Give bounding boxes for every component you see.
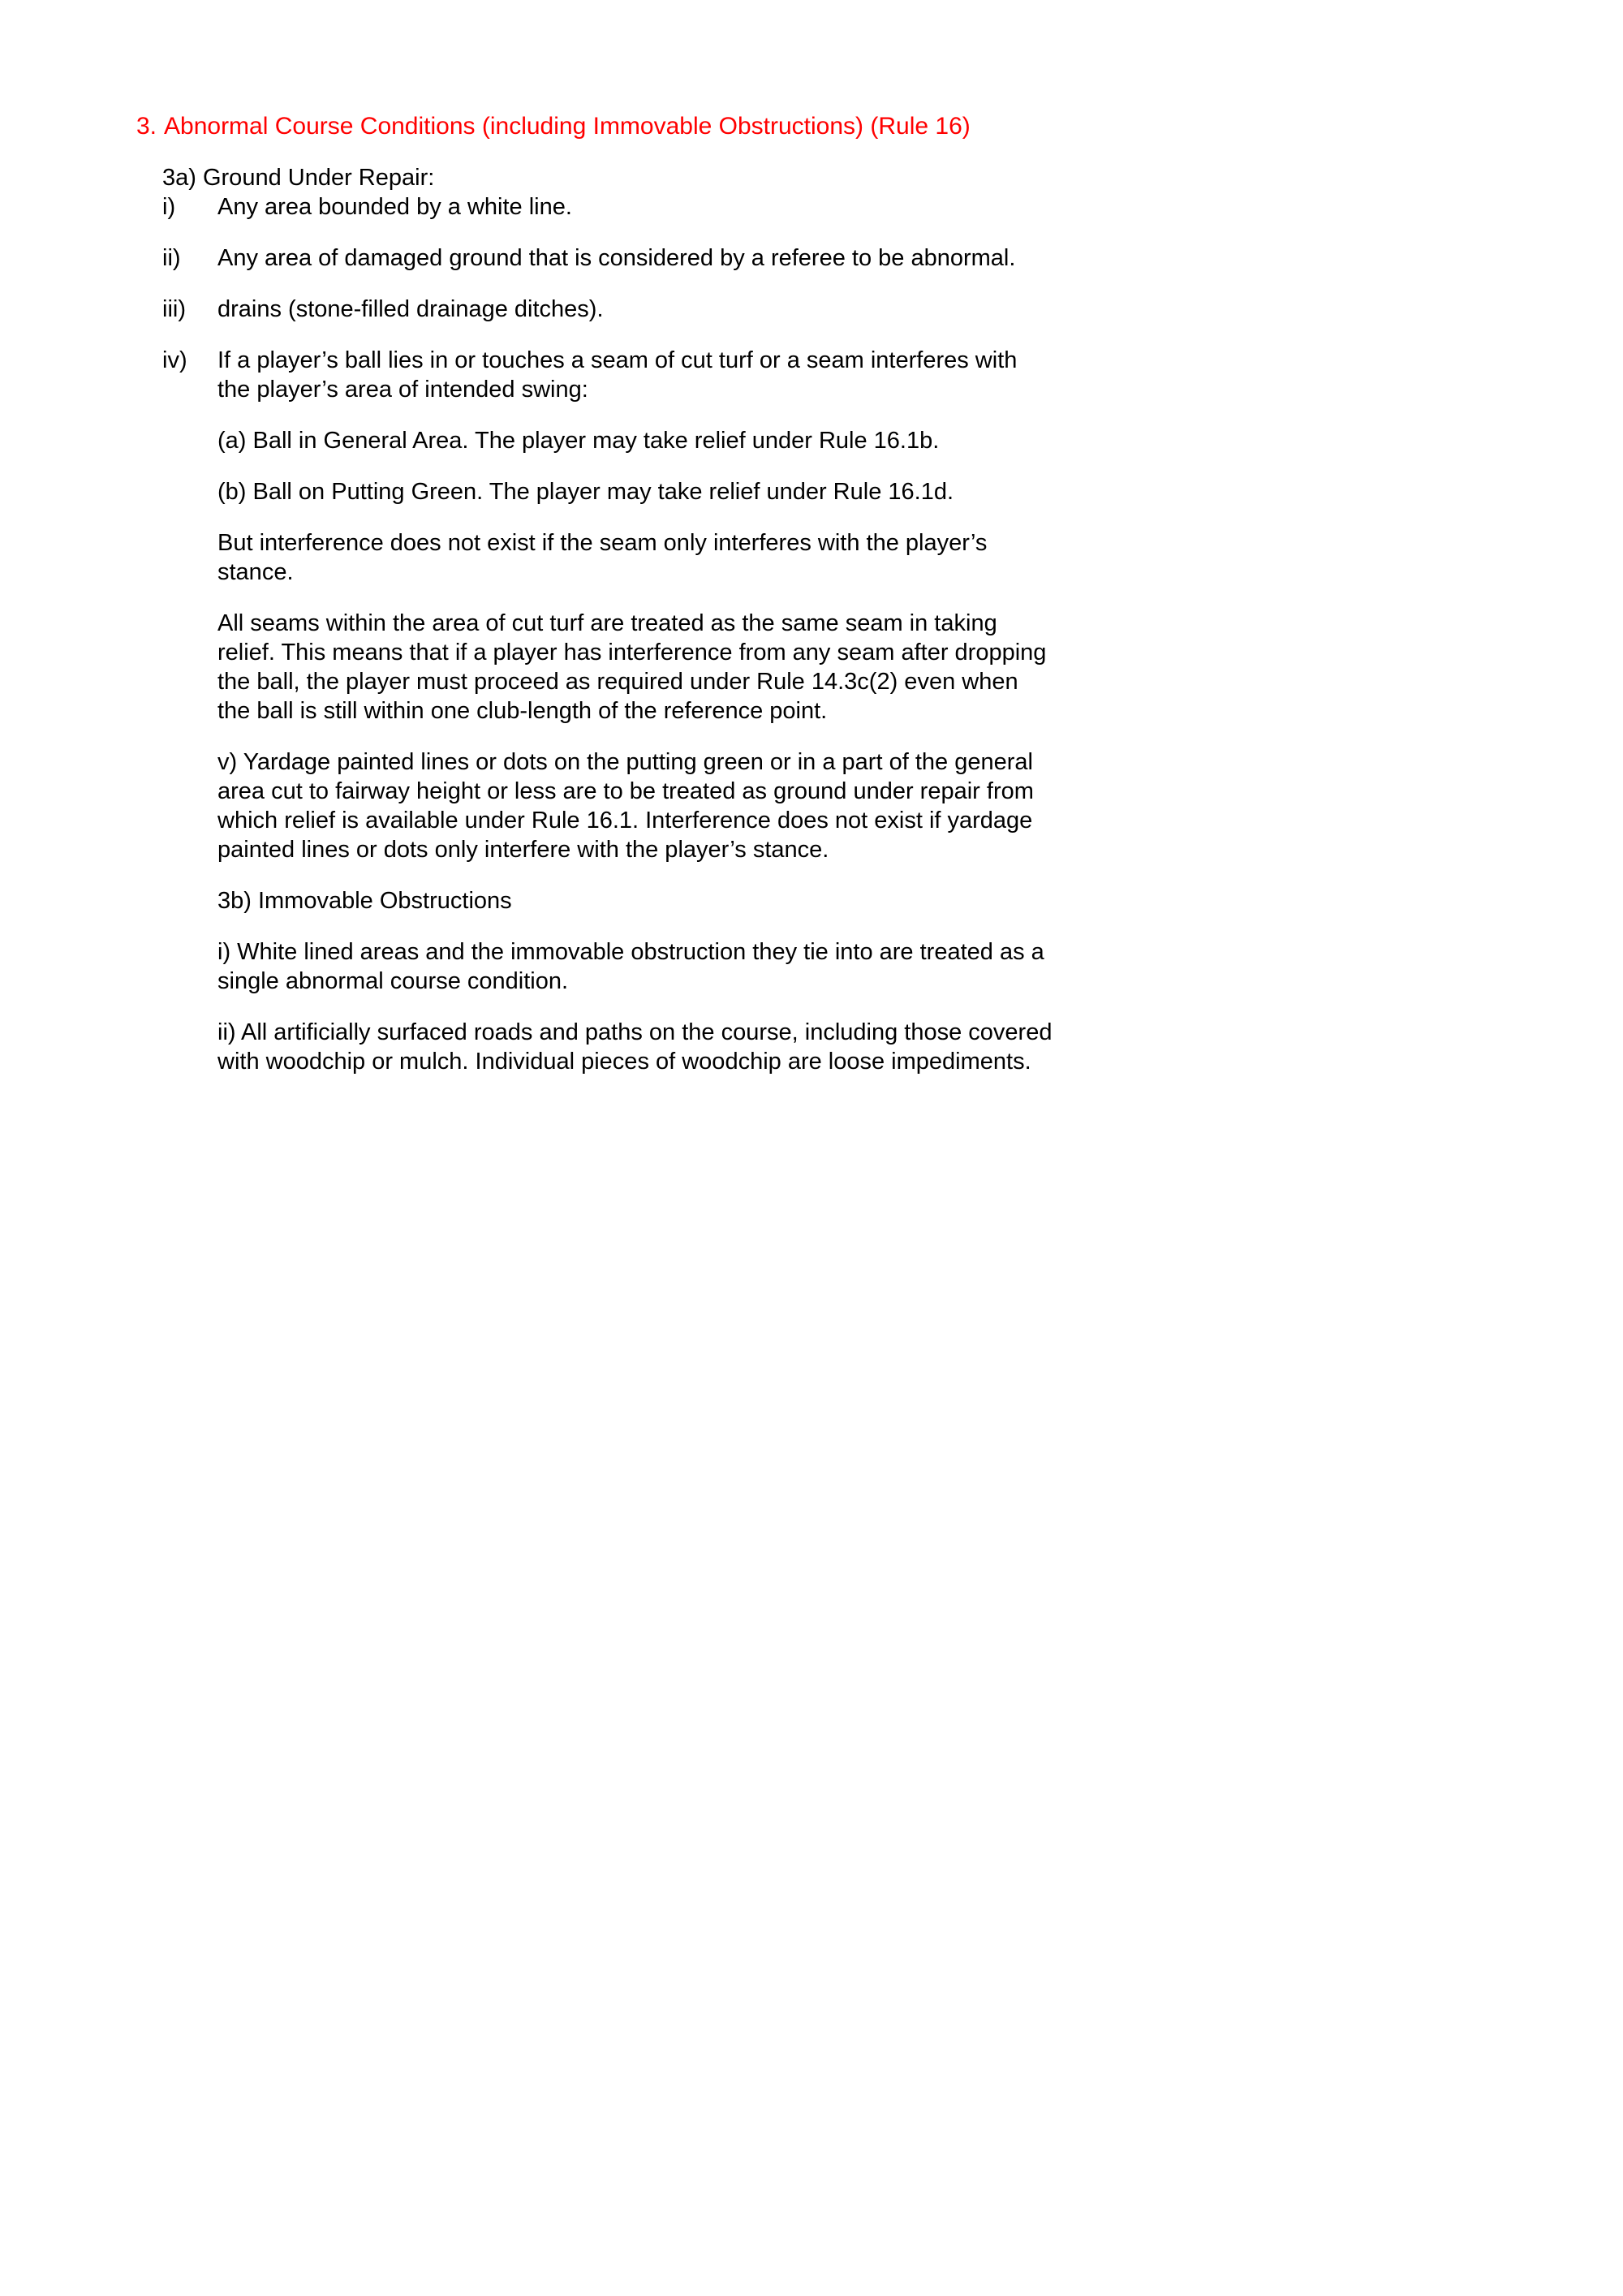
list-marker: ii): [162, 245, 181, 271]
section-number: 3.: [136, 113, 157, 140]
section-title: Abnormal Course Conditions (including Immovable Obstructions) (Rule 16): [164, 113, 971, 140]
paragraph-immovable-obstructions-heading: 3b) Immovable Obstructions: [217, 888, 512, 914]
list-item-text: drains (stone-filled drainage ditches).: [217, 296, 604, 322]
paragraph-yardage-lines: v) Yardage painted lines or dots on the putting green or in a part of the general area cut to fairway height or less are to be treated as ground under repair from which relief is available under Rule 16.1. Interference does not exist if yardage painted lines or dots only interfere with the player’s stance.: [217, 749, 1034, 863]
paragraph-interference-stance: But interference does not exist if the seam only interferes with the player’s stance.: [217, 530, 988, 585]
list-marker: iii): [162, 296, 186, 322]
paragraph-artificial-roads: ii) All artificially surfaced roads and paths on the course, including those covered with woodchip or mulch. Individual pieces of woodchip are loose impediments.: [217, 1019, 1053, 1075]
paragraph-all-seams: All seams within the area of cut turf are treated as the same seam in taking relief. This means that if a player has interference from any seam after dropping the ball, the player must proceed as required under Rule 14.3c(2) even when the ball is still within one club-length of the reference point.: [217, 610, 1047, 724]
list-item-iii: [162, 295, 1053, 324]
list-item-i: [162, 192, 1053, 222]
paragraph-ball-putting-green: (b) Ball on Putting Green. The player may take relief under Rule 16.1d.: [217, 479, 954, 505]
paragraph-white-lined-areas: i) White lined areas and the immovable obstruction they tie into are treated as a single abnormal course condition.: [217, 939, 1044, 994]
list-marker: iv): [162, 347, 187, 373]
section-heading: [136, 112, 1029, 141]
list-item-text: Any area of damaged ground that is considered by a referee to be abnormal.: [217, 245, 1016, 271]
list-marker: i): [162, 194, 176, 220]
list-item-iv: [162, 346, 1053, 404]
list-item-text: If a player’s ball lies in or touches a seam of cut turf or a seam interferes with the player’s area of intended swing:: [217, 347, 1018, 403]
list-item-ii: [162, 243, 1053, 273]
paragraph-ball-general-area: (a) Ball in General Area. The player may take relief under Rule 16.1b.: [217, 428, 940, 454]
document-body: [162, 163, 1623, 1076]
paragraph-ground-under-repair: 3a) Ground Under Repair:: [162, 165, 435, 191]
list-item-text: Any area bounded by a white line.: [217, 194, 572, 220]
